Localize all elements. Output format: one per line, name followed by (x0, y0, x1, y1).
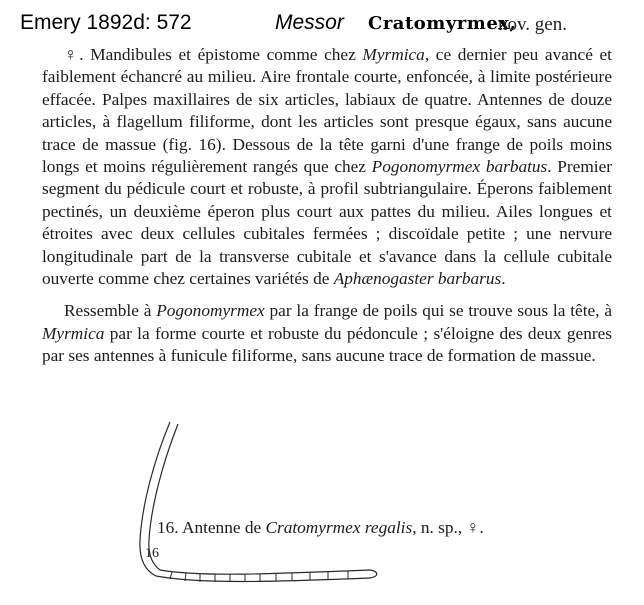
italic-term: Myrmica (42, 323, 105, 343)
description-text (42, 44, 612, 368)
italic-term: Pogonomyrmex (156, 301, 265, 321)
page-header (20, 10, 640, 40)
antenna-tip (370, 570, 377, 578)
italic-term: Myrmica (362, 45, 425, 64)
antenna-funicle-top (160, 570, 370, 574)
italic-term: Pogonomyrmex barbatus (371, 157, 548, 177)
figure-number: 16 (145, 546, 159, 561)
genus-name: Messor (275, 11, 344, 34)
italic-term: Cratomyrmex regalis (265, 518, 413, 537)
antenna-funicle-bottom (156, 576, 370, 582)
antenna-drawing (120, 420, 540, 600)
citation: Emery 1892d: 572 (20, 11, 192, 34)
italic-term: Aphænogaster barbarus (333, 269, 502, 289)
new-genus-name: Cratomyrmex, (368, 13, 517, 34)
description-paragraph-2: Ressemble à Pogonomyrmex par la frange de poils qui se trouve sous la tête, à Myrmica par la forme courte et robuste du pédoncule ; s'éloigne des deux genres par ses antennes à funicule filiforme, sans aucune trace de formation de massue. (42, 301, 612, 366)
taxon-status: nov. gen. (498, 14, 567, 35)
description-paragraph-1: ♀. Mandibules et épistome comme chez Myrmica, ce dernier peu avancé et faiblement échancré au milieu. Aire frontale courte, enfoncée, à limite postérieure effacée. Palpes maxillaires de six articles, labiaux de quatre. Antennes de douze articles, à flagellum filiforme, dont les articles sont presque égaux, sans aucune trace de massue (fig. 16). Dessous de la tête garni d'une frange de poils moins longs et moins régulièrement rangés que chez Pogonomyrmex barbatus. Premier segment du pédicule court et robuste, à profil subtriangulaire. Éperons faiblement pectinés, un deuxième éperon plus court aux pattes du milieu. Ailes longues et étroites avec deux cellules cubitales fermées ; discoïdale petite ; une nervure longitudinale part de la transverse cubitale et s'avance dans la cellule cubitale ouverte comme chez certaines variétés de Aphænogaster barbarus. (42, 45, 612, 289)
figure-caption: 16. Antenne de Cratomyrmex regalis, n. sp., ♀. (157, 518, 484, 537)
antenna-figure (120, 420, 540, 600)
